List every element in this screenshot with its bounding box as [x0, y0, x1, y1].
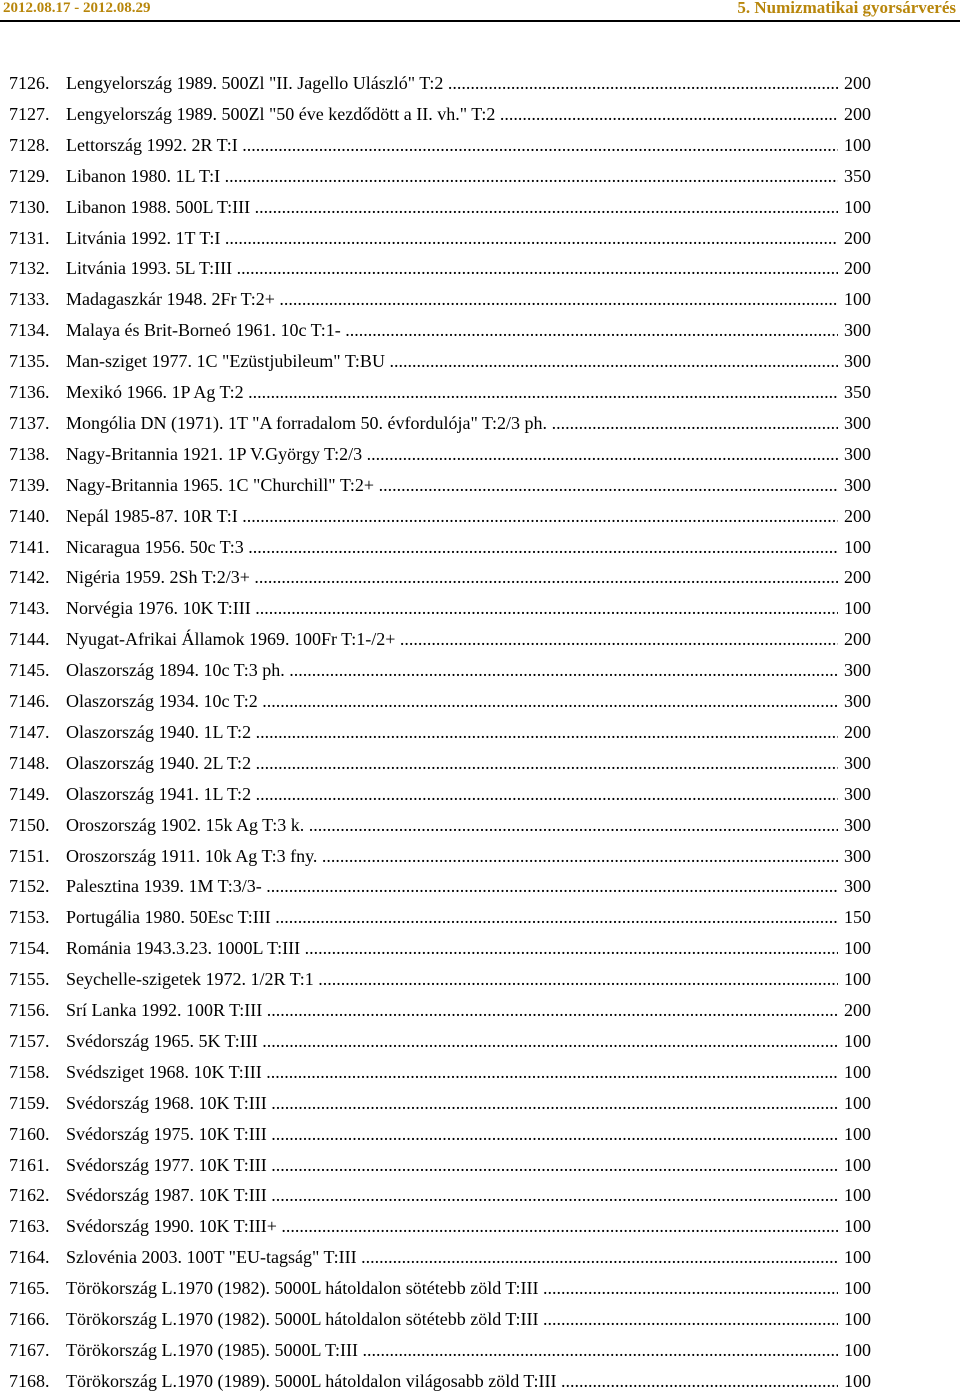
lot-description: Svédország 1990. 10K T:III+ .....: [66, 1214, 838, 1238]
lot-number: 7129.: [9, 166, 50, 186]
lot-starting-price: 100: [844, 1124, 871, 1144]
lot-description: Oroszország 1902. 15k Ag T:3 k. .....: [66, 813, 838, 837]
lot-row: [9, 998, 871, 1022]
lot-description: Palesztina 1939. 1M T:3/3- .....: [66, 874, 838, 898]
lot-description: Olaszország 1941. 1L T:2 .....: [66, 782, 838, 806]
lot-row: [9, 256, 871, 280]
lot-number: 7136.: [9, 382, 50, 402]
lot-number: 7160.: [9, 1124, 50, 1144]
lot-starting-price: 300: [844, 876, 871, 896]
lot-description: Nagy-Britannia 1921. 1P V.György T:2/3 .....: [66, 442, 838, 466]
lot-number: 7138.: [9, 444, 50, 464]
lot-description: Svédország 1975. 10K T:III .....: [66, 1122, 838, 1146]
lot-row: [9, 1369, 871, 1393]
lot-number: 7139.: [9, 475, 50, 495]
lot-description: Madagaszkár 1948. 2Fr T:2+ .....: [66, 287, 838, 311]
lot-description: Malaya és Brit-Borneó 1961. 10c T:1- .....: [66, 318, 838, 342]
lot-starting-price: 300: [844, 351, 871, 371]
lot-number: 7166.: [9, 1309, 50, 1329]
lot-description: Nigéria 1959. 2Sh T:2/3+ .....: [66, 565, 838, 589]
lot-row: [9, 1029, 871, 1053]
lot-starting-price: 200: [844, 629, 871, 649]
lot-starting-price: 300: [844, 475, 871, 495]
lot-number: 7131.: [9, 228, 50, 248]
lot-row: [9, 1276, 871, 1300]
lot-row: [9, 627, 871, 651]
lot-row: [9, 1245, 871, 1269]
lot-description: Seychelle-szigetek 1972. 1/2R T:1 .....: [66, 967, 838, 991]
lot-starting-price: 100: [844, 537, 871, 557]
lot-row: [9, 874, 871, 898]
lot-row: [9, 318, 871, 342]
lot-starting-price: 100: [844, 1371, 871, 1391]
lot-starting-price: 200: [844, 506, 871, 526]
lot-starting-price: 100: [844, 1093, 871, 1113]
lot-row: [9, 565, 871, 589]
lot-number: 7152.: [9, 876, 50, 896]
lot-description: Norvégia 1976. 10K T:III .....: [66, 596, 838, 620]
lot-description: Svédsziget 1968. 10K T:III .....: [66, 1060, 838, 1084]
lot-number: 7159.: [9, 1093, 50, 1113]
lot-description: Olaszország 1894. 10c T:3 ph. .....: [66, 658, 838, 682]
lot-description: Románia 1943.3.23. 1000L T:III .....: [66, 936, 838, 960]
lot-number: 7145.: [9, 660, 50, 680]
lot-description: Svédország 1968. 10K T:III .....: [66, 1091, 838, 1115]
lot-row: [9, 195, 871, 219]
lot-starting-price: 100: [844, 969, 871, 989]
lot-starting-price: 350: [844, 166, 871, 186]
lot-row: [9, 967, 871, 991]
lot-number: 7165.: [9, 1278, 50, 1298]
lot-row: [9, 71, 871, 95]
lot-starting-price: 300: [844, 784, 871, 804]
lot-description: Srí Lanka 1992. 100R T:III .....: [66, 998, 838, 1022]
lot-row: [9, 411, 871, 435]
lot-row: [9, 1338, 871, 1362]
lot-number: 7158.: [9, 1062, 50, 1082]
lot-row: [9, 1153, 871, 1177]
lot-row: [9, 1214, 871, 1238]
lot-row: [9, 1091, 871, 1115]
header-divider: [0, 20, 960, 22]
lot-number: 7156.: [9, 1000, 50, 1020]
lot-description: Lengyelország 1989. 500Zl "50 éve kezdődött a II. vh." T:2 .....: [66, 102, 838, 126]
lot-row: [9, 133, 871, 157]
lot-starting-price: 300: [844, 846, 871, 866]
lot-description: Mongólia DN (1971). 1T "A forradalom 50. évfordulója" T:2/3 ph. .....: [66, 411, 838, 435]
lot-description: Litvánia 1993. 5L T:III .....: [66, 256, 838, 280]
lot-description: Nagy-Britannia 1965. 1C "Churchill" T:2+ .....: [66, 473, 838, 497]
lot-number: 7151.: [9, 846, 50, 866]
lot-description: Törökország L.1970 (1982). 5000L hátoldalon sötétebb zöld T:III .....: [66, 1276, 838, 1300]
lot-row: [9, 102, 871, 126]
lot-description: Törökország L.1970 (1985). 5000L T:III .....: [66, 1338, 838, 1362]
lot-row: [9, 936, 871, 960]
lot-number: 7146.: [9, 691, 50, 711]
lot-row: [9, 905, 871, 929]
lot-number: 7140.: [9, 506, 50, 526]
lot-starting-price: 100: [844, 1309, 871, 1329]
lot-description: Olaszország 1940. 2L T:2 .....: [66, 751, 838, 775]
lot-row: [9, 1122, 871, 1146]
lot-description: Törökország L.1970 (1982). 5000L hátoldalon sötétebb zöld T:III .....: [66, 1307, 838, 1331]
auction-date-range: 2012.08.17 - 2012.08.29: [3, 0, 151, 16]
lot-starting-price: 200: [844, 258, 871, 278]
lot-row: [9, 287, 871, 311]
lot-starting-price: 100: [844, 1216, 871, 1236]
lot-number: 7135.: [9, 351, 50, 371]
page-header: [0, 0, 960, 26]
lot-number: 7167.: [9, 1340, 50, 1360]
lot-number: 7133.: [9, 289, 50, 309]
lot-description: Mexikó 1966. 1P Ag T:2 .....: [66, 380, 838, 404]
lot-number: 7137.: [9, 413, 50, 433]
lot-starting-price: 200: [844, 104, 871, 124]
lot-starting-price: 200: [844, 567, 871, 587]
lot-row: [9, 442, 871, 466]
lot-starting-price: 100: [844, 1155, 871, 1175]
lot-row: [9, 535, 871, 559]
lot-starting-price: 100: [844, 1340, 871, 1360]
lot-description: Man-sziget 1977. 1C "Ezüstjubileum" T:BU .....: [66, 349, 838, 373]
lot-number: 7142.: [9, 567, 50, 587]
lot-description: Lengyelország 1989. 500Zl "II. Jagello Ulászló" T:2 .....: [66, 71, 838, 95]
lot-starting-price: 100: [844, 1031, 871, 1051]
lot-starting-price: 200: [844, 73, 871, 93]
lot-starting-price: 100: [844, 598, 871, 618]
lot-row: [9, 751, 871, 775]
lot-row: [9, 658, 871, 682]
lot-row: [9, 473, 871, 497]
lot-description: Törökország L.1970 (1989). 5000L hátoldalon világosabb zöld T:III .....: [66, 1369, 838, 1393]
lot-description: Olaszország 1940. 1L T:2 .....: [66, 720, 838, 744]
lot-row: [9, 720, 871, 744]
lot-description: Libanon 1980. 1L T:I .....: [66, 164, 838, 188]
lot-starting-price: 100: [844, 135, 871, 155]
lot-description: Svédország 1965. 5K T:III .....: [66, 1029, 838, 1053]
lot-starting-price: 300: [844, 413, 871, 433]
auction-title: 5. Numizmatikai gyorsárverés: [737, 0, 956, 17]
lot-starting-price: 300: [844, 320, 871, 340]
lot-number: 7132.: [9, 258, 50, 278]
lot-starting-price: 300: [844, 753, 871, 773]
lot-number: 7143.: [9, 598, 50, 618]
lot-starting-price: 100: [844, 938, 871, 958]
lot-starting-price: 350: [844, 382, 871, 402]
lot-number: 7144.: [9, 629, 50, 649]
lot-number: 7150.: [9, 815, 50, 835]
lot-description: Oroszország 1911. 10k Ag T:3 fny. .....: [66, 844, 838, 868]
lot-number: 7157.: [9, 1031, 50, 1051]
lot-row: [9, 782, 871, 806]
lot-description: Litvánia 1992. 1T T:I .....: [66, 226, 838, 250]
lot-description: Nepál 1985-87. 10R T:I .....: [66, 504, 838, 528]
lot-starting-price: 150: [844, 907, 871, 927]
lot-description: Nyugat-Afrikai Államok 1969. 100Fr T:1-/2+ .....: [66, 627, 838, 651]
lot-number: 7141.: [9, 537, 50, 557]
lot-row: [9, 1307, 871, 1331]
lot-row: [9, 813, 871, 837]
lot-number: 7161.: [9, 1155, 50, 1175]
lot-number: 7149.: [9, 784, 50, 804]
lot-starting-price: 200: [844, 722, 871, 742]
lot-number: 7163.: [9, 1216, 50, 1236]
lot-number: 7134.: [9, 320, 50, 340]
lot-starting-price: 300: [844, 691, 871, 711]
lot-row: [9, 226, 871, 250]
lot-description: Libanon 1988. 500L T:III .....: [66, 195, 838, 219]
lot-starting-price: 100: [844, 1185, 871, 1205]
lot-row: [9, 1183, 871, 1207]
lot-description: Portugália 1980. 50Esc T:III .....: [66, 905, 838, 929]
lot-number: 7130.: [9, 197, 50, 217]
lot-description: Svédország 1987. 10K T:III .....: [66, 1183, 838, 1207]
lot-number: 7162.: [9, 1185, 50, 1205]
lot-starting-price: 100: [844, 1247, 871, 1267]
lot-description: Szlovénia 2003. 100T "EU-tagság" T:III .....: [66, 1245, 838, 1269]
lot-number: 7168.: [9, 1371, 50, 1391]
lot-row: [9, 689, 871, 713]
lot-starting-price: 100: [844, 197, 871, 217]
lot-number: 7128.: [9, 135, 50, 155]
lot-starting-price: 200: [844, 1000, 871, 1020]
lot-row: [9, 164, 871, 188]
lot-starting-price: 100: [844, 289, 871, 309]
lot-number: 7148.: [9, 753, 50, 773]
lot-starting-price: 200: [844, 228, 871, 248]
lot-row: [9, 596, 871, 620]
lot-number: 7126.: [9, 73, 50, 93]
lot-row: [9, 1060, 871, 1084]
lot-starting-price: 100: [844, 1062, 871, 1082]
lot-number: 7155.: [9, 969, 50, 989]
lot-row: [9, 380, 871, 404]
lot-description: Lettország 1992. 2R T:I .....: [66, 133, 838, 157]
lot-row: [9, 504, 871, 528]
lot-number: 7127.: [9, 104, 50, 124]
lot-row: [9, 349, 871, 373]
lot-starting-price: 300: [844, 444, 871, 464]
lot-number: 7154.: [9, 938, 50, 958]
lot-number: 7153.: [9, 907, 50, 927]
lot-row: [9, 844, 871, 868]
lot-starting-price: 300: [844, 815, 871, 835]
lot-number: 7164.: [9, 1247, 50, 1267]
lot-description: Svédország 1977. 10K T:III .....: [66, 1153, 838, 1177]
lot-starting-price: 100: [844, 1278, 871, 1298]
lot-description: Olaszország 1934. 10c T:2 .....: [66, 689, 838, 713]
lot-description: Nicaragua 1956. 50c T:3 .....: [66, 535, 838, 559]
lot-starting-price: 300: [844, 660, 871, 680]
lot-number: 7147.: [9, 722, 50, 742]
